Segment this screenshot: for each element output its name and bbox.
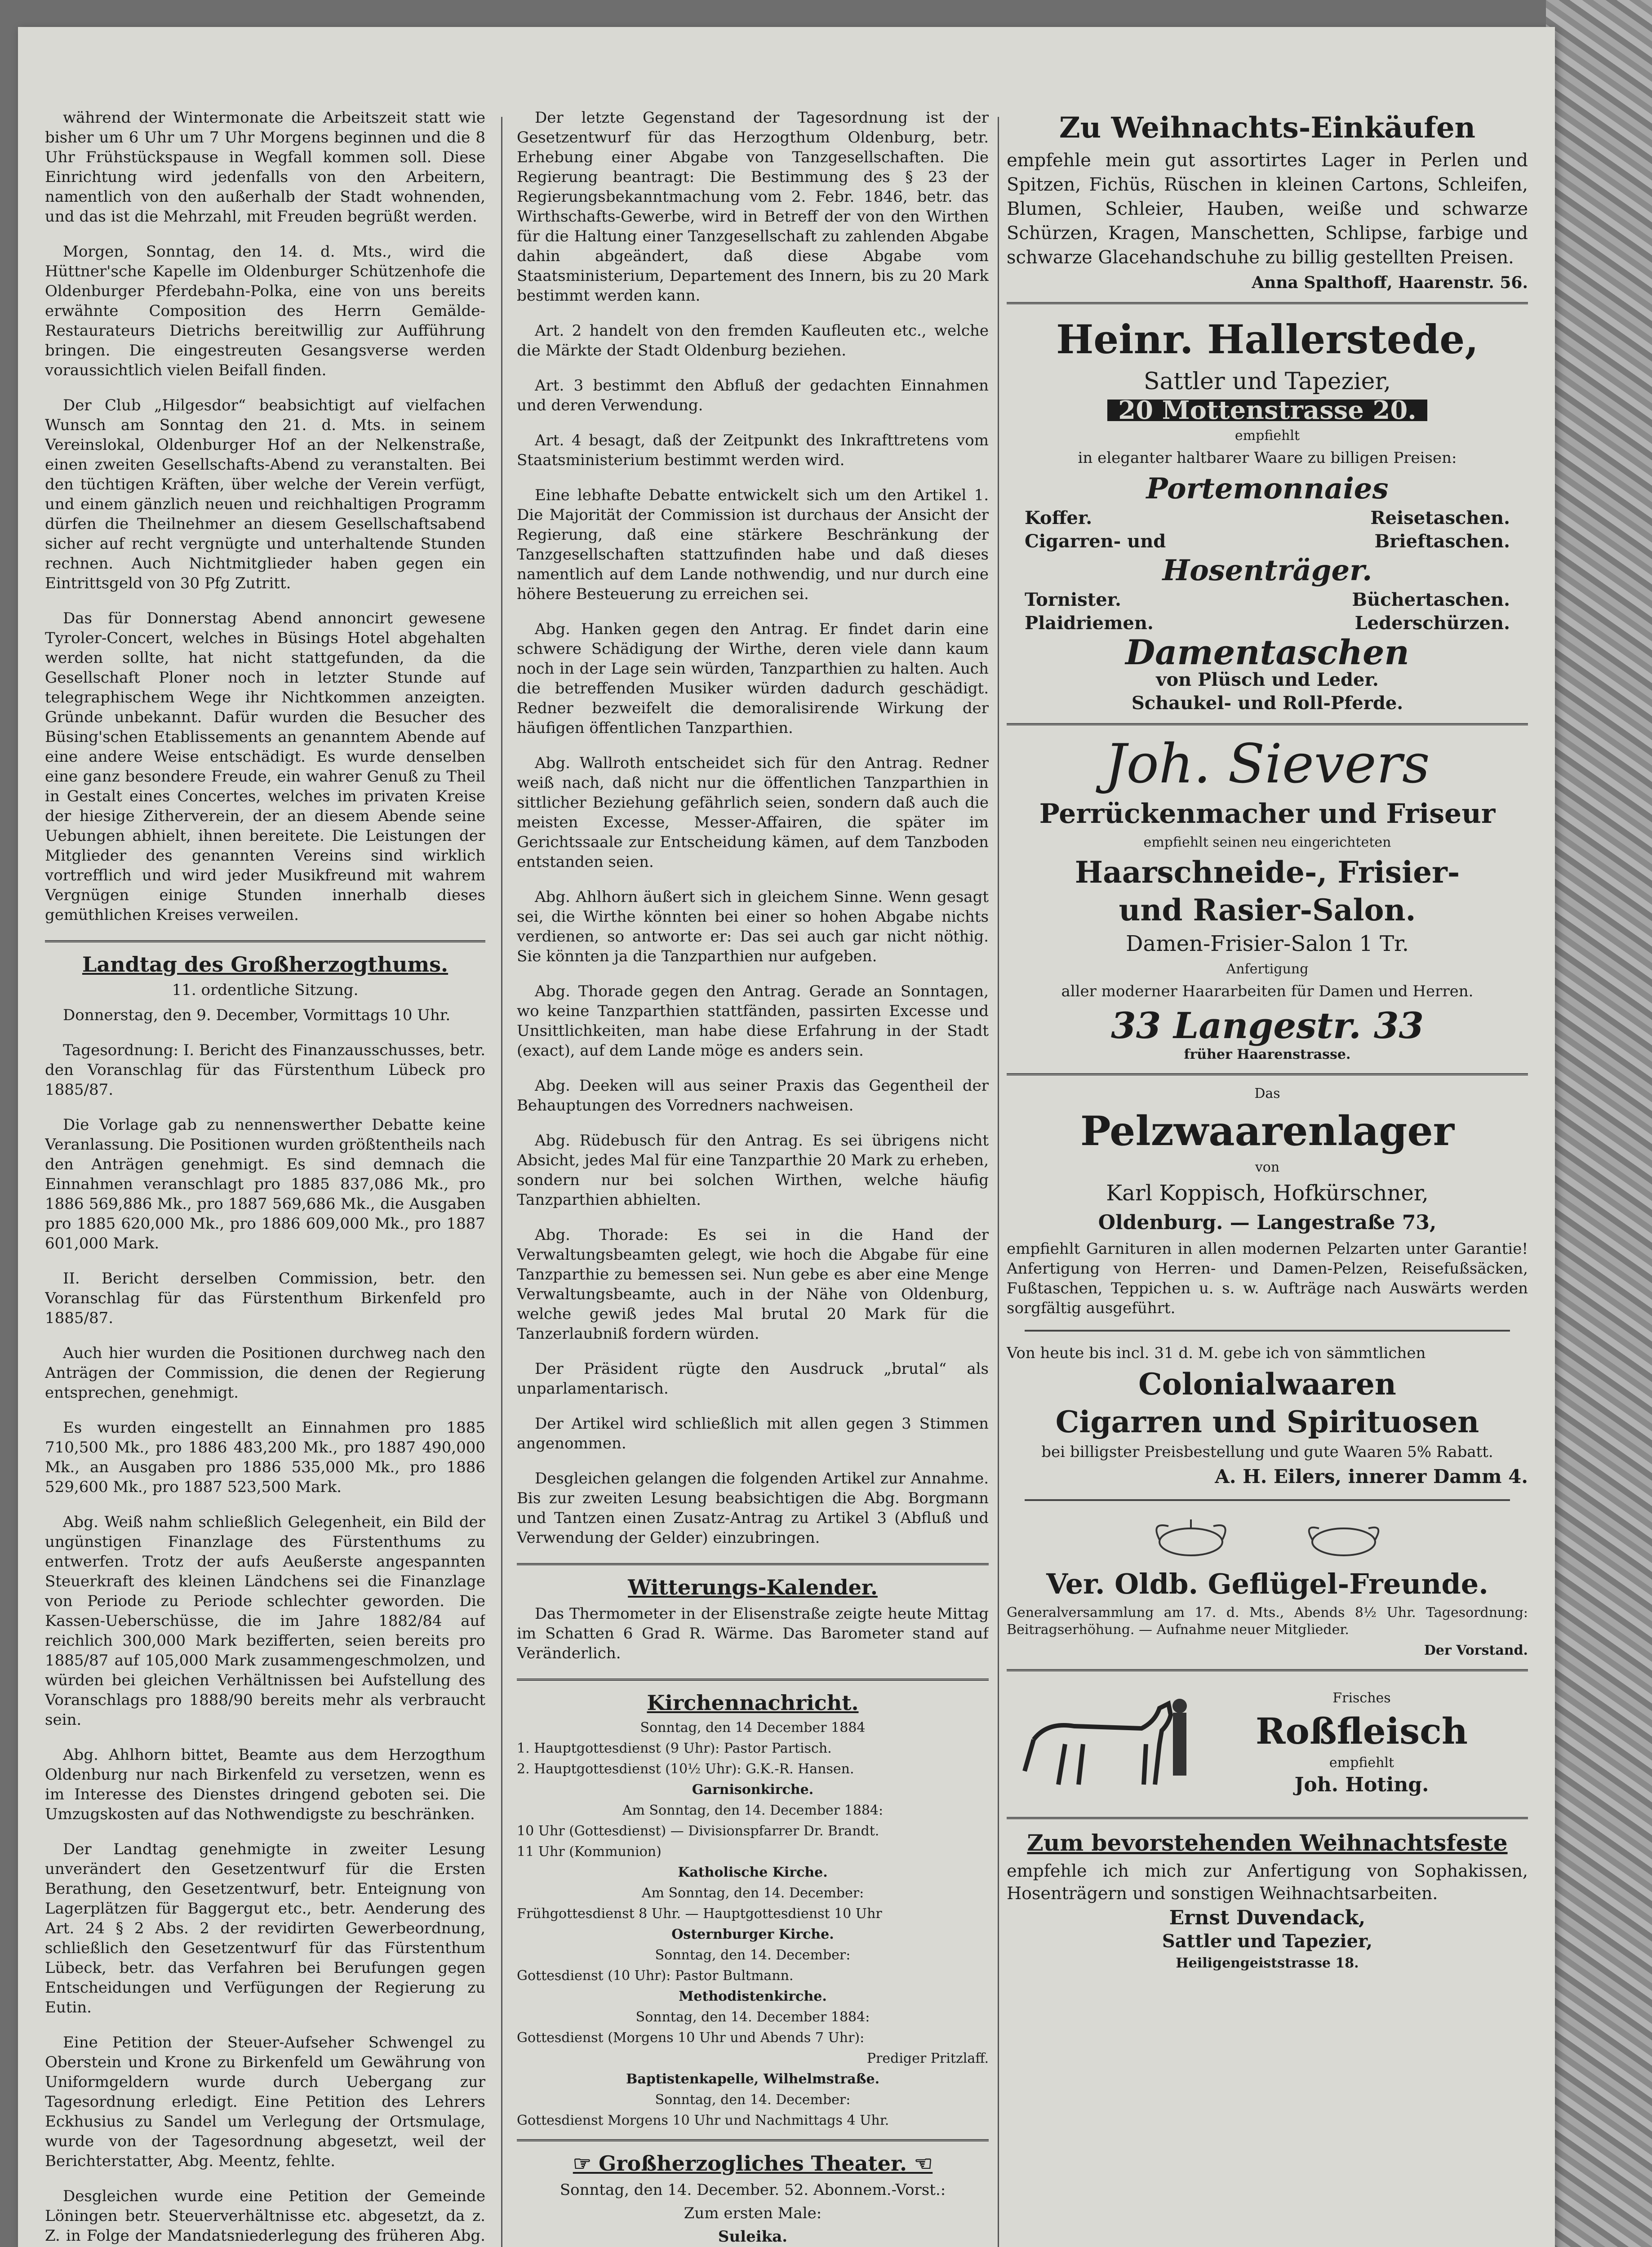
ad-eilers-cigarren: Cigarren und Spirituosen bbox=[1055, 1404, 1479, 1439]
church-line: Gottesdienst (Morgens 10 Uhr und Abends 7 Uhr): bbox=[517, 2030, 865, 2046]
landtag-paragraph: II. Bericht derselben Commission, betr. den Voranschlag für das Fürstenthum Birkenfeld pro 1885/87. bbox=[45, 1270, 485, 1327]
ad-damentaschen: Damentaschen bbox=[1125, 632, 1409, 672]
church-line: Sonntag, den 14. December: bbox=[655, 2092, 851, 2108]
landtag-paragraph: Donnerstag, den 9. December, Vormittags 10 Uhr. bbox=[63, 1006, 451, 1024]
newspaper-page bbox=[18, 27, 1555, 2247]
ad-gefluegel-signature: Der Vorstand. bbox=[1424, 1643, 1528, 1658]
theater-line: Zum ersten Male: bbox=[684, 2204, 822, 2222]
column-rule-1 bbox=[501, 117, 502, 2247]
church-name: Baptistenkapelle, Wilhelmstraße. bbox=[626, 2071, 880, 2087]
ad-duvendack-title: Zum bevorstehenden Weihnachtsfeste bbox=[1027, 1830, 1508, 1856]
debate-paragraph: Abg. Rüdebusch für den Antrag. Es sei übrigens nicht Absicht, jedes Mal für eine Tanzparthie 20 Mark zu erheben, sondern nur bei solchen Wirthen, welche häufig Tanzparthien abhielten. bbox=[517, 1132, 989, 1209]
ad-rossfleisch-emp: empfiehlt bbox=[1329, 1755, 1394, 1771]
ad-sievers-address: 33 Langestr. 33 bbox=[1110, 1004, 1424, 1047]
church-line: Gottesdienst (10 Uhr): Pastor Bultmann. bbox=[517, 1968, 794, 1984]
column-rule-2 bbox=[998, 117, 999, 2247]
church-line: Prediger Pritzlaff. bbox=[866, 2051, 989, 2066]
church-line: Frühgottesdienst 8 Uhr. — Hauptgottesdienst 10 Uhr bbox=[517, 1906, 882, 1922]
ad-gefluegel-text: Generalversammlung am 17. d. Mts., Abends 8½ Uhr. Tagesordnung: Beitragserhöhung. — Aufnahme neuer Mitglieder. bbox=[1007, 1605, 1528, 1638]
ad-eilers-colonial: Colonialwaaren bbox=[1138, 1367, 1396, 1402]
horse-icon bbox=[1007, 1681, 1195, 1807]
theater-title: Großherzogliches Theater. bbox=[599, 2151, 907, 2176]
news-paragraph: Das für Donnerstag Abend annoncirt gewesene Tyroler-Concert, welches in Büsings Hotel abgehalten werden sollte, hat nicht stattgefunden, da die Gesellschaft Ploner noch in letzter Stunde auf telegraphischem Wege ihr Nichtkommen anzeigten. Gründe unbekannt. Dafür wurden die Besucher des Büsing'schen Etablissements an genanntem Abende auf eine andere Weise entschädigt. Es wurde denselben eine ganz besondere Freude, ein wahrer Genuß zu Theil in Gestalt eines Concertes, welches im privaten Kreise der hiesige Zitherverein, der an diesem Abende seine Uebungen abhielt, ihnen bereitete. Die Leistungen der Mitglieder des genannten Vereins sind wirklich vortrefflich und wird jeder Musikfreund mit wahrem Vergnügen einige Stunden innerhalb dieses gemüthlichen Kreises verweilen. bbox=[45, 609, 485, 924]
ad-pelz-title: Pelzwaarenlager bbox=[1080, 1107, 1455, 1155]
debate-paragraph: Abg. Thorade: Es sei in die Hand der Verwaltungsbeamten gelegt, wie hoch die Abgabe für eine Tanzparthie zu bemessen sei. Nun gebe es aber eine Menge Verwaltungsbeamte, auch in der Nähe von Oldenburg, welche gewiß jedes Mal brutal 20 Mark für die Tanzerlaubniß fordern würden. bbox=[517, 1226, 989, 1343]
news-paragraph: während der Wintermonate die Arbeitszeit statt wie bisher um 6 Uhr um 7 Uhr Morgens beginnen und die 8 Uhr Frühstückspause in Wegfall kommen soll. Diese Einrichtung wird jedenfalls von den Arbeitern, namentlich von den außerhalb der Stadt wohnenden, und das ist die Mehrzahl, mit Freuden begrüßt werden. bbox=[45, 109, 485, 226]
landtag-paragraph: Tagesordnung: I. Bericht des Finanzausschusses, betr. den Voranschlag für das Fürstenthum Lübeck pro 1885/87. bbox=[45, 1041, 485, 1099]
ad-sievers-former: früher Haarenstrasse. bbox=[1184, 1047, 1351, 1062]
landtag-paragraph: Eine Petition der Steuer-Aufseher Schwengel zu Oberstein und Krone zu Birkenfeld um Gewährung von Uniformgeldern wurde durch Uebergang zur Tagesordnung erledigt. Eine Petition des Lehrers Eckhusius zu Sandel um Verlegung der Ortsmulage, wurde von der Tagesordnung abgesetzt, weil der Berichterstatter, Abg. Meentz, fehlte. bbox=[45, 2034, 485, 2170]
theater-heading bbox=[517, 2151, 989, 2176]
debate-paragraph: Abg. Deeken will aus seiner Praxis das Gegentheil der Behauptungen des Vorredners nachweisen. bbox=[517, 1077, 989, 1115]
ad-pelz-von: von bbox=[1255, 1159, 1280, 1175]
ad-sievers-haar: aller moderner Haararbeiten für Damen und Herren. bbox=[1061, 982, 1474, 1000]
debate-paragraph: Abg. Hanken gegen den Antrag. Er findet darin eine schwere Schädigung der Wirthe, deren viele dann kaum noch in der Lage sein würden, Tanzparthien zu halten. Auch die betreffenden Musiker würden dadurch geschädigt. Redner bezweifelt die demoralisirende Wirkung der häufigen öffentlichen Tanzparthien. bbox=[517, 620, 989, 737]
landtag-paragraph: Auch hier wurden die Positionen durchweg nach den Anträgen der Commission, die denen der Regierung entsprechen, genehmigt. bbox=[45, 1344, 485, 1402]
debate-paragraph: Der letzte Gegenstand der Tagesordnung ist der Gesetzentwurf für das Herzogthum Oldenburg, betr. Erhebung einer Abgabe von Tanzgesellschaften. Die Regierung beantragt: Die Bestimmung des § 23 der Regierungsbekanntmachung vom 2. Febr. 1846, betr. das Wirthschafts-Gewerbe, wird in Betreff der von den Wirthen für die Haltung einer Tanzgesellschaft zu zahlenden Abgabe dahin abgeändert, daß diese Abgabe vom Staatsministerium, Departement des Innern, bis zu 20 Mark bestimmt werden kann. bbox=[517, 109, 989, 305]
section-divider bbox=[517, 1563, 989, 1565]
ad-rossfleisch-title: Roßfleisch bbox=[1256, 1710, 1468, 1752]
debate-paragraph: Eine lebhafte Debatte entwickelt sich um den Artikel 1. Die Majorität der Commission ist durchaus der Ansicht der Regierung, daß eine stärkere Beschränkung der Tanzgesellschaften stattzufinden habe und daß dieses namentlich auf dem Lande nothwendig, und nur durch eine höhere Besteuerung zu erreichen sei. bbox=[517, 486, 989, 603]
landtag-subheading: 11. ordentliche Sitzung. bbox=[172, 981, 359, 999]
column-2 bbox=[517, 108, 989, 2247]
ad-weihnachts-text: empfehle mein gut assortirtes Lager in Perlen und Spitzen, Fichüs, Rüschen in kleinen Cartons, Schleifen, Blumen, Schleier, Hauben, weiße und schwarze Schürzen, Kragen, Manschetten, Schlipse, farbige und schwarze Glacehandschuhe zu billig gestellten Preisen. bbox=[1007, 150, 1528, 268]
ad-divider bbox=[1007, 1669, 1528, 1671]
ad-product: Koffer. bbox=[1025, 507, 1092, 528]
weather-heading: Witterungs-Kalender. bbox=[628, 1575, 878, 1599]
ad-hallerstede-line: Schaukel- und Roll-Pferde. bbox=[1131, 693, 1403, 714]
section-divider bbox=[517, 2139, 989, 2141]
column-1 bbox=[45, 108, 485, 2247]
landtag-paragraph: Abg. Ahlhorn bittet, Beamte aus dem Herzogthum Oldenburg nur nach Birkenfeld zu versetzen, wenn es im Interesse des Dienstes dringend geboten sei. Die Umzugskosten auf das Nothwendigste zu beschränken. bbox=[45, 1746, 485, 1823]
church-line: 11 Uhr (Kommunion) bbox=[517, 1844, 662, 1860]
church-name: Osternburger Kirche. bbox=[671, 1927, 834, 1942]
church-line: Am Sonntag, den 14. December: bbox=[641, 1885, 864, 1901]
ad-product: Cigarren- und bbox=[1025, 531, 1166, 552]
debate-paragraph: Desgleichen gelangen die folgenden Artikel zur Annahme. Bis zur zweiten Lesung beabsichtigen die Abg. Borgmann und Tantzen einen Zusatz-Antrag zu Artikel 3 (Abfluß und Verwendung der Gelder) einzubringen. bbox=[517, 1470, 989, 1547]
section-divider bbox=[45, 940, 485, 942]
church-line: Am Sonntag, den 14. December 1884: bbox=[622, 1803, 884, 1818]
ad-portemonnaies: Portemonnaies bbox=[1146, 472, 1389, 506]
church-line: Sonntag, den 14. December: bbox=[655, 1947, 851, 1963]
pointing-hand-icon: ☜ bbox=[906, 2151, 933, 2176]
ad-product: Reisetaschen. bbox=[1370, 507, 1510, 528]
ad-hallerstede-name: Heinr. Hallerstede, bbox=[1056, 316, 1479, 363]
ad-rossfleisch-fresh: Frisches bbox=[1332, 1690, 1391, 1706]
church-line: 2. Hauptgottesdienst (10½ Uhr): G.K.-R. Hansen. bbox=[517, 1761, 854, 1777]
ad-pelz-text: empfiehlt Garnituren in allen modernen Pelzarten unter Garantie! Anfertigung von Herren- und Damen-Pelzen, Reisefußsäcken, Fußtaschen, Teppichen u. s. w. Aufträge nach Auswärts werden sorgfältig ausgeführt. bbox=[1007, 1240, 1528, 1317]
column-3-ads bbox=[1007, 108, 1528, 2247]
church-name: Katholische Kirche. bbox=[678, 1865, 828, 1880]
ad-product-pair bbox=[1007, 588, 1528, 612]
ad-rossfleisch bbox=[1007, 1681, 1528, 1807]
ad-divider bbox=[1007, 1817, 1528, 1819]
ad-sievers-damen: Damen-Frisier-Salon 1 Tr. bbox=[1126, 931, 1409, 956]
landtag-heading: Landtag des Großherzogthums. bbox=[82, 952, 449, 977]
church-name: Garnisonkirche. bbox=[692, 1782, 814, 1798]
debate-paragraph: Abg. Thorade gegen den Antrag. Gerade an Sonntagen, wo keine Tanzparthien stattfänden, passirten Excesse und Unsittlichkeiten, man habe diese Erfahrung in der Stadt (exact), auf dem Lande möge es anders sein. bbox=[517, 982, 989, 1060]
ad-product: Plaidriemen. bbox=[1025, 613, 1154, 634]
church-name: Methodistenkirche. bbox=[679, 1989, 827, 2004]
debate-paragraph: Art. 4 besagt, daß der Zeitpunkt des Inkrafttretens vom Staatsministerium bestimmt werden wird. bbox=[517, 431, 989, 469]
ad-rossfleisch-name: Joh. Hoting. bbox=[1294, 1773, 1429, 1796]
landtag-paragraph: Die Vorlage gab zu nennenswerther Debatte keine Veranlassung. Die Positionen wurden größtentheils nach den Anträgen genehmigt. Es sind demnach die Einnahmen veranschlagt pro 1885 837,086 Mk., pro 1886 569,886 Mk., pro 1887 569,686 Mk., die Ausgaben pro 1885 620,000 Mk., pro 1886 609,000 Mk., pro 1887 601,000 Mark. bbox=[45, 1116, 485, 1252]
ad-pelz-das: Das bbox=[1254, 1086, 1280, 1101]
news-paragraph: Der Club „Hilgesdor“ beabsichtigt auf vielfachen Wunsch am Sonntag den 21. d. Mts. in seinem Vereinslokal, Oldenburger Hof an der Nelkenstraße, einen zweiten Gesellschafts-Abend zu veranstalten. Bei den tüchtigen Kräften, über welche der Verein verfügt, und einem gänzlich neuen und reichhaltigen Programm dürfen die Theilnehmer an diesem Gesellschaftsabend sicher auf recht vergnügte und unterhaltende Stunden rechnen. Auch Nichtmitglieder haben gegen ein Eintrittsgeld von 30 Pfg Zutritt. bbox=[45, 396, 485, 592]
church-line: Sonntag, den 14 December 1884 bbox=[640, 1720, 866, 1736]
ad-duvendack-trade: Sattler und Tapezier, bbox=[1162, 1931, 1373, 1952]
ad-sievers-name: Joh. Sievers bbox=[1105, 733, 1430, 795]
weather-text: Das Thermometer in der Elisenstraße zeigte heute Mittag im Schatten 6 Grad R. Wärme. Das Barometer stand auf Veränderlich. bbox=[517, 1605, 989, 1662]
debate-paragraph: Der Artikel wird schließlich mit allen gegen 3 Stimmen angenommen. bbox=[517, 1415, 989, 1452]
ad-divider bbox=[1007, 1073, 1528, 1075]
ad-product-pair bbox=[1007, 506, 1528, 530]
hen-icon bbox=[1294, 1513, 1393, 1562]
ad-eilers-text: bei billigster Preisbestellung und gute Waaren 5% Rabatt. bbox=[1041, 1443, 1493, 1461]
church-line: 10 Uhr (Gottesdienst) — Divisionspfarrer Dr. Brandt. bbox=[517, 1823, 879, 1839]
ad-product-pair bbox=[1007, 530, 1528, 553]
ad-sievers-trade: Perrückenmacher und Friseur bbox=[1039, 798, 1496, 830]
ad-divider bbox=[1007, 302, 1528, 304]
debate-paragraph: Der Präsident rügte den Ausdruck „brutal“ als unparlamentarisch. bbox=[517, 1360, 989, 1398]
ad-pelz-place: Oldenburg. — Langestraße 73, bbox=[1098, 1211, 1437, 1234]
ad-divider bbox=[1025, 1330, 1510, 1332]
ad-product: Lederschürzen. bbox=[1354, 613, 1510, 634]
ad-sievers-salon: und Rasier-Salon. bbox=[1119, 893, 1416, 928]
ad-eilers-signature: A. H. Eilers, innerer Damm 4. bbox=[1215, 1465, 1528, 1488]
landtag-paragraph: Abg. Weiß nahm schließlich Gelegenheit, ein Bild der ungünstigen Finanzlage des Fürstenthums zu entwerfen. Trotz der aufs Aeußerste angespannten Steuerkraft des kleinen Ländchens sei die Finanzlage von Periode zu Periode schlechter geworden. Die Kassen-Ueberschüsse, die im Jahre 1882/84 auf reichlich 300,000 Mark bezifferten, seien bereits pro 1885/87 auf 105,000 Mark zusammengeschmolzen, und würden bei gleichen Verhältnissen bei Aufstellung des Voranschlags pro 1888/90 bereits mehr als verbraucht sein. bbox=[45, 1513, 485, 1729]
church-heading: Kirchennachricht. bbox=[647, 1691, 859, 1715]
ad-hallerstede-intro: empfiehlt bbox=[1235, 428, 1300, 444]
landtag-paragraph: Desgleichen wurde eine Petition der Gemeinde Löningen betr. Steuerverhältnisse etc. abgesetzt, da z. Z. in Folge der Mandatsniederlegung des früheren Abg. bbox=[45, 2187, 485, 2245]
landtag-paragraph: Es wurden eingestellt an Einnahmen pro 1885 710,500 Mk., pro 1886 483,200 Mk., pro 1887 490,000 Mk., an Ausgaben pro 1886 535,000 Mk., pro 1886 529,600 Mk., pro 1887 523,500 Mark. bbox=[45, 1419, 485, 1496]
poultry-illustration bbox=[1007, 1513, 1528, 1562]
ad-duvendack-name: Ernst Duvendack, bbox=[1169, 1906, 1366, 1929]
theater-line: Sonntag, den 14. December. 52. Abonnem.-Vorst.: bbox=[560, 2181, 946, 2199]
ad-sievers-salon: Haarschneide-, Frisier- bbox=[1075, 855, 1460, 890]
ad-eilers-intro: Von heute bis incl. 31 d. M. gebe ich von sämmtlichen bbox=[1007, 1344, 1426, 1362]
ad-product: Tornister. bbox=[1025, 589, 1121, 610]
debate-paragraph: Art. 2 handelt von den fremden Kaufleuten etc., welche die Märkte der Stadt Oldenburg beziehen. bbox=[517, 322, 989, 360]
rooster-icon bbox=[1141, 1513, 1240, 1562]
ad-product: Brieftaschen. bbox=[1374, 531, 1510, 552]
ad-sievers-intro: empfiehlt seinen neu eingerichteten bbox=[1143, 835, 1391, 850]
ad-hallerstede-line: in eleganter haltbarer Waare zu billigen Preisen: bbox=[1078, 449, 1457, 467]
ad-divider bbox=[1025, 1499, 1510, 1501]
ad-duvendack-text: empfehle ich mich zur Anfertigung von Sophakissen, Hosenträgern und sonstigen Weihnachtsarbeiten. bbox=[1007, 1861, 1528, 1903]
ad-weihnachts-title: Zu Weihnachts-Einkäufen bbox=[1059, 111, 1476, 145]
landtag-paragraph: Der Landtag genehmigte in zweiter Lesung unverändert den Gesetzentwurf für die Ersten Berathung, den Gesetzentwurf, betr. Enteignung von Lagerplätzen für Baggergut etc., betr. Aenderung des Art. 24 § 2 Abs. 2 der revidirten Gewerbeordnung, schließlich den Gesetzentwurf für das Fürstenthum Lübeck, betr. das Verfahren bei Berufungen gegen Entscheidungen und Verfügungen der Regierung zu Eutin. bbox=[45, 1840, 485, 2016]
section-divider bbox=[517, 1679, 989, 1681]
ad-duvendack-address: Heiligengeiststrasse 18. bbox=[1176, 1955, 1359, 1971]
debate-paragraph: Abg. Ahlhorn äußert sich in gleichem Sinne. Wenn gesagt sei, die Wirthe könnten bei einer so hohen Abgabe nichts verdienen, so antworte er: Das sei auch gar nicht nöthig. Sie könnten ja die Tanzparthien nur aufgeben. bbox=[517, 888, 989, 965]
ad-product: Büchertaschen. bbox=[1352, 589, 1510, 610]
ad-rossfleisch-text bbox=[1195, 1690, 1528, 1798]
ad-hallerstede-trade: Sattler und Tapezier, bbox=[1143, 368, 1391, 395]
theater-play: Suleika. bbox=[718, 2228, 788, 2246]
ad-hallerstede-line: von Plüsch und Leder. bbox=[1156, 669, 1379, 690]
debate-paragraph: Art. 3 bestimmt den Abfluß der gedachten Einnahmen und deren Verwendung. bbox=[517, 377, 989, 414]
ad-hallerstede-address: 20 Mottenstrasse 20. bbox=[1107, 400, 1427, 421]
ad-divider bbox=[1007, 723, 1528, 725]
ad-product-pair bbox=[1007, 612, 1528, 635]
pointing-hand-icon: ☞ bbox=[573, 2151, 599, 2176]
debate-paragraph: Abg. Wallroth entscheidet sich für den Antrag. Redner weiß nach, daß nicht nur die öffentlichen Tanzparthien in sittlicher Beziehung gefährlich seien, sondern daß auch die meisten Excesse, Messer-Affairen, die später im Gerichtssaale zur Entscheidung kämen, auf dem Tanzboden entstanden seien. bbox=[517, 754, 989, 871]
ad-weihnachts-signature: Anna Spalthoff, Haarenstr. 56. bbox=[1252, 273, 1528, 292]
marbled-book-edge bbox=[1546, 0, 1652, 2247]
ad-pelz-name: Karl Koppisch, Hofkürschner, bbox=[1106, 1181, 1429, 1206]
church-line: Gottesdienst Morgens 10 Uhr und Nachmittags 4 Uhr. bbox=[517, 2113, 889, 2128]
ad-gefluegel-title: Ver. Oldb. Geflügel-Freunde. bbox=[1046, 1568, 1488, 1600]
news-paragraph: Morgen, Sonntag, den 14. d. Mts., wird die Hüttner'sche Kapelle im Oldenburger Schützenhofe die Oldenburger Pferdebahn-Polka, eine von uns bereits erwähnte Composition des Herrn Gemälde-Restaurateurs Dietrichs bereitwillig zur Aufführung bringen. Die eingestreuten Gesangsverse werden voraussichtlich vielen Beifall finden. bbox=[45, 243, 485, 379]
church-line: Sonntag, den 14. December 1884: bbox=[635, 2009, 870, 2025]
church-line: 1. Hauptgottesdienst (9 Uhr): Pastor Partisch. bbox=[517, 1741, 832, 1756]
ad-sievers-anfertigung: Anfertigung bbox=[1226, 961, 1309, 977]
ad-hosentraeger: Hosenträger. bbox=[1162, 554, 1372, 587]
